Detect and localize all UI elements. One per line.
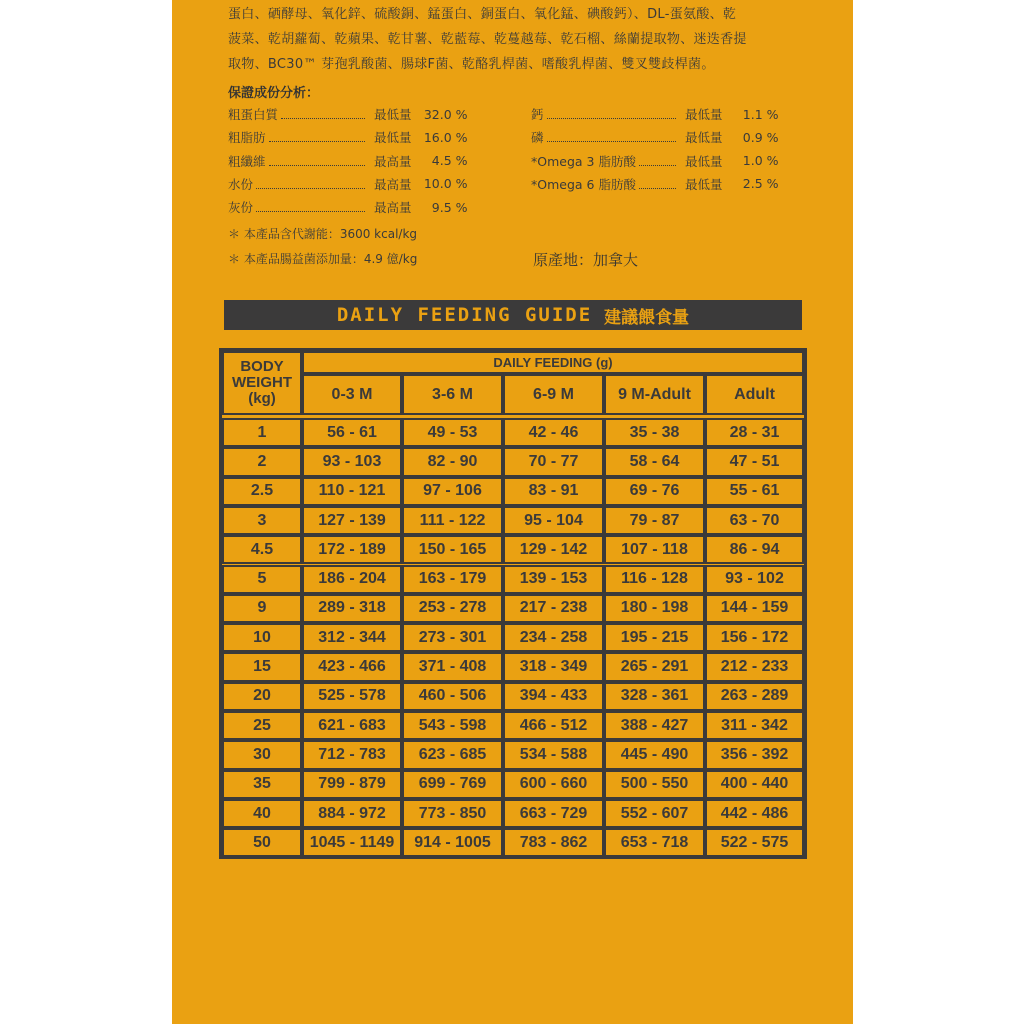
nutrient-limit-type: 最高量 xyxy=(374,176,412,192)
ingredients-text xyxy=(228,2,818,77)
leader-dots xyxy=(256,188,365,189)
nutrient-value: 32.0 % xyxy=(423,106,468,122)
ingredients-line: 蛋白、硒酵母、氧化鋅、硫酸銅、錳蛋白、銅蛋白、氧化錳、碘酸鈣）、DL-蛋氨酸、乾 xyxy=(228,7,737,22)
body-weight-cell: 1 xyxy=(222,418,302,447)
feeding-table xyxy=(219,348,807,859)
body-weight-cell: 30 xyxy=(222,740,302,769)
feeding-amount-cell: 144 - 159 xyxy=(705,594,804,623)
feeding-amount-cell: 712 - 783 xyxy=(302,740,402,769)
feeding-amount-cell: 312 - 344 xyxy=(302,623,402,652)
leader-dots xyxy=(639,165,676,166)
feeding-amount-cell: 1045 - 1149 xyxy=(302,828,402,857)
feeding-amount-cell: 500 - 550 xyxy=(604,770,705,799)
nutrient-limit-type: 最高量 xyxy=(374,153,412,169)
nutrient-limit-type: 最低量 xyxy=(685,153,723,169)
age-column-header: 6-9 M xyxy=(503,374,604,415)
analysis-row xyxy=(228,127,468,147)
body-weight-cell: 2.5 xyxy=(222,477,302,506)
nutrient-name: 粗脂肪 xyxy=(228,130,266,146)
ingredients-line: 取物、BC30™ 芽孢乳酸菌、腸球F菌、乾酪乳桿菌、嗜酸乳桿菌、雙叉雙歧桿菌。 xyxy=(228,57,715,72)
feeding-amount-cell: 47 - 51 xyxy=(705,447,804,476)
body-weight-cell: 10 xyxy=(222,623,302,652)
feeding-amount-cell: 653 - 718 xyxy=(604,828,705,857)
nutrient-name: 鈣 xyxy=(531,107,544,122)
age-column-header: 3-6 M xyxy=(402,374,503,415)
body-weight-cell: 35 xyxy=(222,770,302,799)
feeding-amount-cell: 49 - 53 xyxy=(402,418,503,447)
feeding-amount-cell: 884 - 972 xyxy=(302,799,402,828)
feeding-amount-cell: 522 - 575 xyxy=(705,828,804,857)
body-weight-cell: 15 xyxy=(222,652,302,681)
nutrient-name: *Omega 3 脂肪酸 xyxy=(531,153,636,169)
feeding-amount-cell: 263 - 289 xyxy=(705,682,804,711)
feeding-amount-cell: 534 - 588 xyxy=(503,740,604,769)
feeding-amount-cell: 783 - 862 xyxy=(503,828,604,857)
feeding-amount-cell: 110 - 121 xyxy=(302,477,402,506)
feeding-amount-cell: 234 - 258 xyxy=(503,623,604,652)
analysis-row xyxy=(228,151,468,171)
feeding-amount-cell: 311 - 342 xyxy=(705,711,804,740)
age-column-header: 9 M-Adult xyxy=(604,374,705,415)
body-weight-header-line: (kg) xyxy=(248,390,276,407)
body-weight-header xyxy=(222,351,302,415)
feeding-amount-cell: 58 - 64 xyxy=(604,447,705,476)
body-weight-cell: 40 xyxy=(222,799,302,828)
nutrient-limit-type: 最低量 xyxy=(374,107,412,122)
body-weight-header-line: BODY xyxy=(240,358,284,375)
feeding-amount-cell: 127 - 139 xyxy=(302,506,402,535)
feeding-amount-cell: 86 - 94 xyxy=(705,535,804,564)
nutrient-limit-type: 最低量 xyxy=(685,130,723,146)
body-weight-cell: 50 xyxy=(222,828,302,857)
leader-dots xyxy=(281,118,365,119)
feeding-amount-cell: 265 - 291 xyxy=(604,652,705,681)
feeding-amount-cell: 93 - 103 xyxy=(302,447,402,476)
feeding-amount-cell: 156 - 172 xyxy=(705,623,804,652)
leader-dots xyxy=(639,188,676,189)
analysis-row xyxy=(531,151,779,171)
nutrient-value: 9.5 % xyxy=(431,199,468,215)
body-weight-header-line: WEIGHT xyxy=(232,374,292,391)
nutrient-value: 16.0 % xyxy=(423,129,468,145)
body-weight-cell: 4.5 xyxy=(222,535,302,564)
analysis-row xyxy=(228,104,468,124)
feeding-amount-cell: 172 - 189 xyxy=(302,535,402,564)
feeding-amount-cell: 914 - 1005 xyxy=(402,828,503,857)
leader-dots xyxy=(547,141,676,142)
analysis-row xyxy=(228,174,468,194)
analysis-row xyxy=(228,197,468,217)
feeding-amount-cell: 525 - 578 xyxy=(302,682,402,711)
body-weight-cell: 25 xyxy=(222,711,302,740)
probiotic-note: ＊ 本產品腸益菌添加量：4.9 億/kg xyxy=(228,252,418,266)
nutrient-value: 4.5 % xyxy=(431,153,468,169)
analysis-row xyxy=(531,127,779,147)
feeding-amount-cell: 63 - 70 xyxy=(705,506,804,535)
feeding-amount-cell: 217 - 238 xyxy=(503,594,604,623)
feeding-amount-cell: 82 - 90 xyxy=(402,447,503,476)
feeding-amount-cell: 83 - 91 xyxy=(503,477,604,506)
nutrient-limit-type: 最低量 xyxy=(685,176,723,192)
nutrient-name: 水份 xyxy=(228,176,254,192)
feeding-amount-cell: 28 - 31 xyxy=(705,418,804,447)
feeding-amount-cell: 699 - 769 xyxy=(402,770,503,799)
feeding-amount-cell: 42 - 46 xyxy=(503,418,604,447)
feeding-guide-title-en: DAILY FEEDING GUIDE xyxy=(336,304,593,326)
nutrient-name: *Omega 6 脂肪酸 xyxy=(531,176,636,192)
feeding-amount-cell: 543 - 598 xyxy=(402,711,503,740)
feeding-amount-cell: 129 - 142 xyxy=(503,535,604,564)
feeding-amount-cell: 356 - 392 xyxy=(705,740,804,769)
country-of-origin: 原產地：加拿大 xyxy=(533,251,639,269)
feeding-amount-cell: 163 - 179 xyxy=(402,565,503,594)
feeding-guide-title-zh: 建議餵食量 xyxy=(604,307,690,328)
feeding-amount-cell: 552 - 607 xyxy=(604,799,705,828)
feeding-amount-cell: 70 - 77 xyxy=(503,447,604,476)
feeding-amount-cell: 289 - 318 xyxy=(302,594,402,623)
body-weight-cell: 9 xyxy=(222,594,302,623)
feeding-amount-cell: 180 - 198 xyxy=(604,594,705,623)
feeding-amount-cell: 663 - 729 xyxy=(503,799,604,828)
feeding-amount-cell: 773 - 850 xyxy=(402,799,503,828)
feeding-amount-cell: 195 - 215 xyxy=(604,623,705,652)
feeding-amount-cell: 111 - 122 xyxy=(402,506,503,535)
leader-dots xyxy=(547,118,676,119)
feeding-amount-cell: 371 - 408 xyxy=(402,652,503,681)
analysis-row xyxy=(531,104,779,124)
nutrient-name: 粗纖維 xyxy=(228,153,266,169)
ingredients-line: 菠菜、乾胡蘿蔔、乾蘋果、乾甘薯、乾藍莓、乾蔓越莓、乾石榴、絲蘭提取物、迷迭香提 xyxy=(228,32,747,47)
feeding-amount-cell: 139 - 153 xyxy=(503,565,604,594)
feeding-amount-cell: 79 - 87 xyxy=(604,506,705,535)
feeding-amount-cell: 445 - 490 xyxy=(604,740,705,769)
leader-dots xyxy=(269,141,365,142)
age-column-header: 0-3 M xyxy=(302,374,402,415)
nutrient-value: 1.1 % xyxy=(742,106,779,122)
feeding-amount-cell: 56 - 61 xyxy=(302,418,402,447)
feeding-amount-cell: 621 - 683 xyxy=(302,711,402,740)
energy-note: ＊ 本產品含代謝能：3600 kcal/kg xyxy=(228,227,418,241)
nutrient-value: 2.5 % xyxy=(742,176,779,192)
nutrient-value: 10.0 % xyxy=(423,176,468,192)
body-weight-cell: 2 xyxy=(222,447,302,476)
feeding-amount-cell: 400 - 440 xyxy=(705,770,804,799)
leader-dots xyxy=(269,165,365,166)
feeding-amount-cell: 35 - 38 xyxy=(604,418,705,447)
feeding-amount-cell: 423 - 466 xyxy=(302,652,402,681)
feeding-amount-cell: 116 - 128 xyxy=(604,565,705,594)
feeding-amount-cell: 600 - 660 xyxy=(503,770,604,799)
feeding-amount-cell: 460 - 506 xyxy=(402,682,503,711)
nutrient-name: 粗蛋白質 xyxy=(228,107,279,122)
feeding-amount-cell: 95 - 104 xyxy=(503,506,604,535)
nutrient-name: 磷 xyxy=(531,130,544,146)
feeding-amount-cell: 394 - 433 xyxy=(503,682,604,711)
feeding-amount-cell: 253 - 278 xyxy=(402,594,503,623)
analysis-row xyxy=(531,174,779,194)
body-weight-cell: 3 xyxy=(222,506,302,535)
nutrient-value: 1.0 % xyxy=(742,153,779,169)
feeding-amount-cell: 328 - 361 xyxy=(604,682,705,711)
nutrient-value: 0.9 % xyxy=(742,129,779,145)
feeding-amount-cell: 442 - 486 xyxy=(705,799,804,828)
feeding-amount-cell: 388 - 427 xyxy=(604,711,705,740)
analysis-title: 保證成份分析： xyxy=(228,86,320,101)
daily-feeding-header: DAILY FEEDING (g) xyxy=(302,351,804,374)
feeding-amount-cell: 466 - 512 xyxy=(503,711,604,740)
feeding-amount-cell: 799 - 879 xyxy=(302,770,402,799)
feeding-amount-cell: 97 - 106 xyxy=(402,477,503,506)
feeding-amount-cell: 69 - 76 xyxy=(604,477,705,506)
feeding-amount-cell: 318 - 349 xyxy=(503,652,604,681)
feeding-amount-cell: 212 - 233 xyxy=(705,652,804,681)
nutrient-limit-type: 最低量 xyxy=(374,130,412,146)
nutrient-limit-type: 最低量 xyxy=(685,107,723,122)
leader-dots xyxy=(256,211,365,212)
body-weight-cell: 20 xyxy=(222,682,302,711)
feeding-amount-cell: 93 - 102 xyxy=(705,565,804,594)
feeding-amount-cell: 150 - 165 xyxy=(402,535,503,564)
feeding-amount-cell: 55 - 61 xyxy=(705,477,804,506)
nutrient-name: 灰份 xyxy=(228,200,254,216)
feeding-guide-banner xyxy=(224,300,802,330)
feeding-amount-cell: 273 - 301 xyxy=(402,623,503,652)
feeding-amount-cell: 107 - 118 xyxy=(604,535,705,564)
feeding-amount-cell: 623 - 685 xyxy=(402,740,503,769)
body-weight-cell: 5 xyxy=(222,565,302,594)
feeding-amount-cell: 186 - 204 xyxy=(302,565,402,594)
nutrient-limit-type: 最高量 xyxy=(374,200,412,216)
age-column-header: Adult xyxy=(705,374,804,415)
